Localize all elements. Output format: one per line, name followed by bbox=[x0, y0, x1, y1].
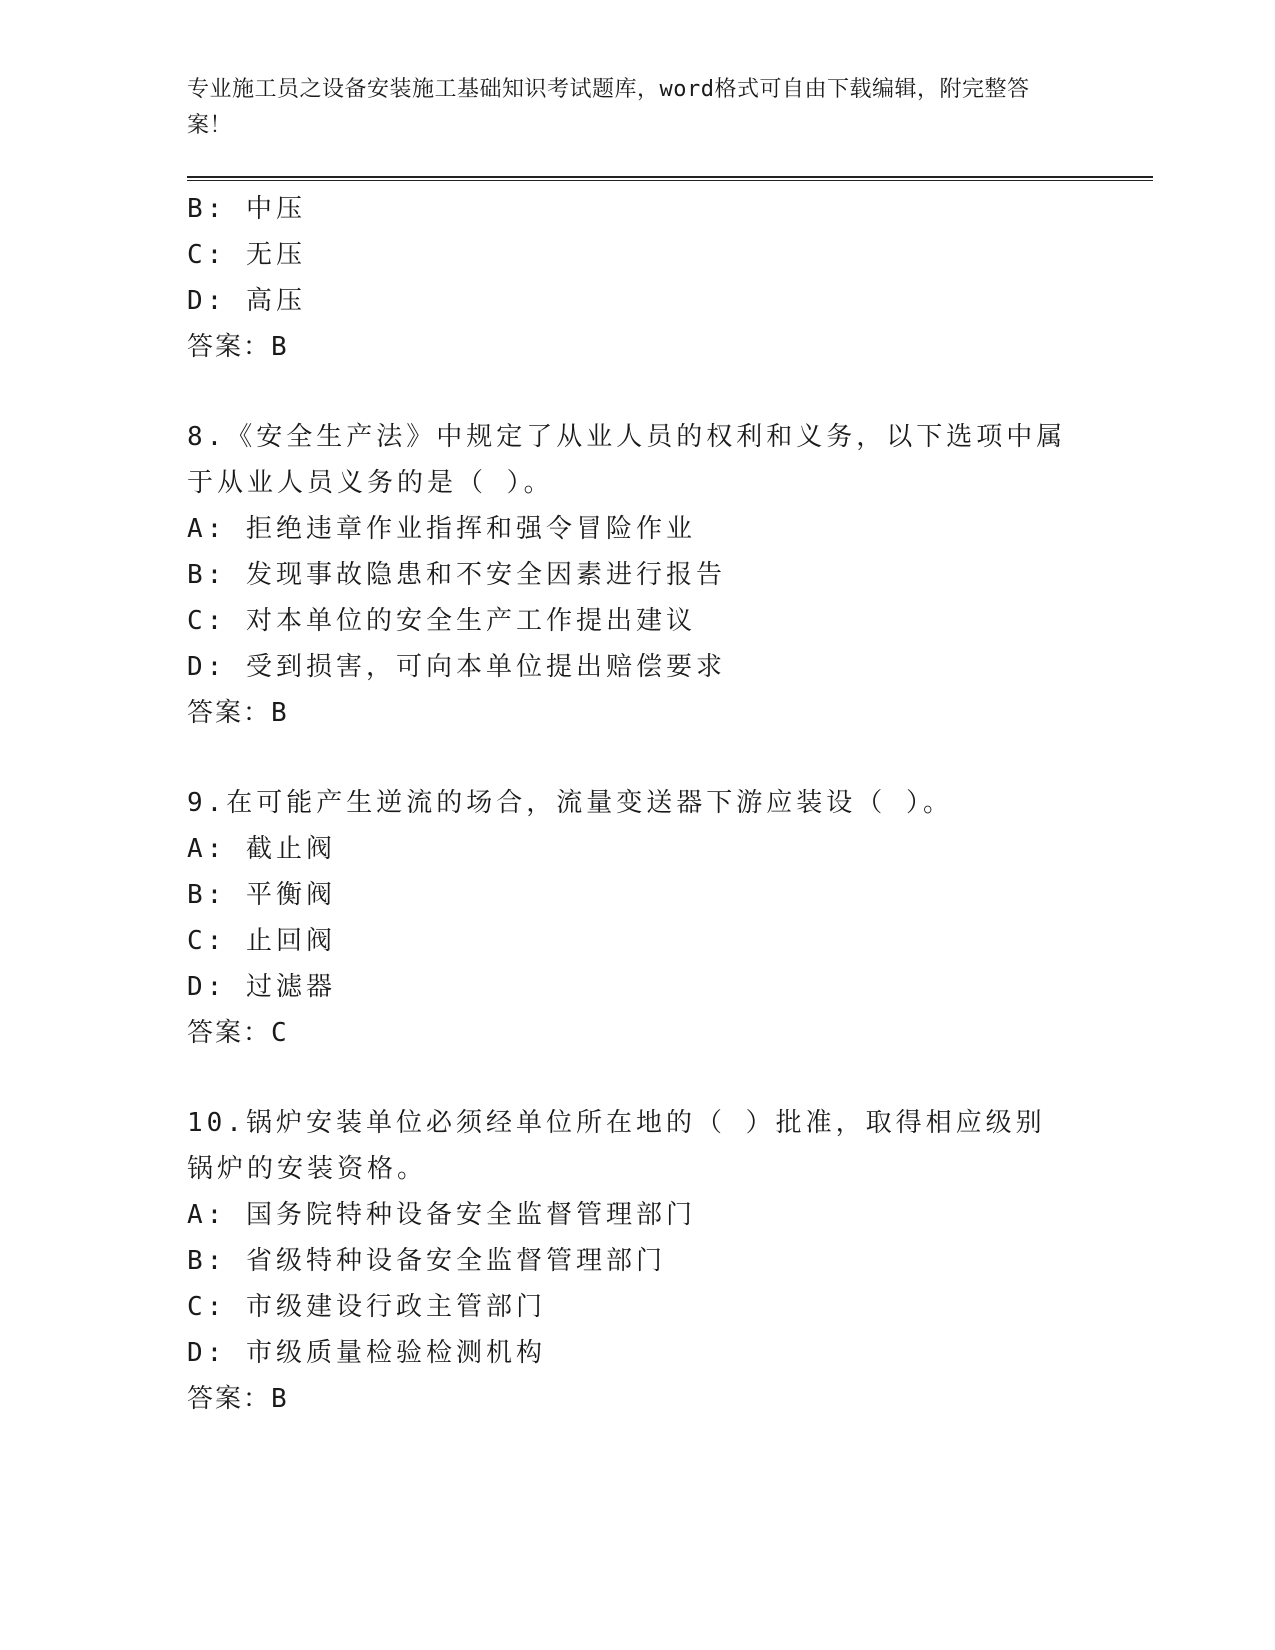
option-text: 对本单位的安全生产工作提出建议 bbox=[245, 606, 696, 636]
answer-label: 答案： bbox=[187, 1018, 272, 1048]
spacer bbox=[187, 370, 1087, 414]
option-text: 无压 bbox=[245, 240, 306, 270]
option-text: 过滤器 bbox=[245, 972, 336, 1002]
spacer bbox=[187, 1056, 1087, 1100]
option-line bbox=[187, 506, 1087, 552]
option-text: 拒绝违章作业指挥和强令冒险作业 bbox=[245, 514, 696, 544]
option-line bbox=[187, 826, 1087, 872]
option-key: B: bbox=[187, 194, 227, 224]
answer-label: 答案： bbox=[187, 1384, 272, 1414]
option-text: 市级建设行政主管部门 bbox=[245, 1292, 546, 1322]
answer-value: B bbox=[271, 1384, 289, 1414]
answer-line bbox=[187, 324, 1087, 370]
option-key: D: bbox=[187, 1338, 227, 1368]
option-line bbox=[187, 278, 1087, 324]
answer-value: C bbox=[271, 1018, 289, 1048]
answer-label: 答案： bbox=[187, 698, 272, 728]
option-key: D: bbox=[187, 286, 227, 316]
option-text: 止回阀 bbox=[245, 926, 336, 956]
option-text: 省级特种设备安全监督管理部门 bbox=[245, 1246, 666, 1276]
option-line bbox=[187, 232, 1087, 278]
option-key: B: bbox=[187, 560, 227, 590]
option-line bbox=[187, 1284, 1087, 1330]
answer-label: 答案： bbox=[187, 332, 272, 362]
answer-line bbox=[187, 690, 1087, 736]
option-key: B: bbox=[187, 1246, 227, 1276]
option-key: A: bbox=[187, 834, 227, 864]
option-line bbox=[187, 872, 1087, 918]
option-line bbox=[187, 552, 1087, 598]
answer-value: B bbox=[271, 698, 289, 728]
option-line bbox=[187, 918, 1087, 964]
header-divider bbox=[187, 176, 1153, 181]
option-line bbox=[187, 644, 1087, 690]
page-header-title: 专业施工员之设备安装施工基础知识考试题库，word格式可自由下载编辑，附完整答案！ bbox=[187, 77, 1030, 138]
document-body bbox=[187, 186, 1087, 1422]
option-text: 市级质量检验检测机构 bbox=[245, 1338, 546, 1368]
question-10 bbox=[187, 1100, 1087, 1422]
option-line bbox=[187, 1330, 1087, 1376]
question-stem: 10.锅炉安装单位必须经单位所在地的（ ）批准，取得相应级别锅炉的安装资格。 bbox=[187, 1108, 1046, 1184]
option-key: B: bbox=[187, 880, 227, 910]
option-line bbox=[187, 1238, 1087, 1284]
option-line bbox=[187, 598, 1087, 644]
option-key: C: bbox=[187, 606, 227, 636]
answer-line bbox=[187, 1010, 1087, 1056]
option-text: 截止阀 bbox=[245, 834, 336, 864]
option-key: D: bbox=[187, 972, 227, 1002]
option-key: A: bbox=[187, 514, 227, 544]
question-stem: 9.在可能产生逆流的场合，流量变送器下游应装设（ ）。 bbox=[187, 788, 953, 818]
option-line bbox=[187, 964, 1087, 1010]
option-text: 受到损害，可向本单位提出赔偿要求 bbox=[245, 652, 726, 682]
answer-value: B bbox=[271, 332, 289, 362]
option-key: D: bbox=[187, 652, 227, 682]
option-text: 发现事故隐患和不安全因素进行报告 bbox=[245, 560, 726, 590]
question-8 bbox=[187, 414, 1087, 736]
question-stem: 8.《安全生产法》中规定了从业人员的权利和义务，以下选项中属于从业人员义务的是（ ）。 bbox=[187, 422, 1067, 498]
option-line bbox=[187, 1192, 1087, 1238]
option-text: 高压 bbox=[245, 286, 306, 316]
option-text: 平衡阀 bbox=[245, 880, 336, 910]
option-key: C: bbox=[187, 926, 227, 956]
continued-question bbox=[187, 186, 1087, 370]
spacer bbox=[187, 736, 1087, 780]
option-key: C: bbox=[187, 1292, 227, 1322]
option-text: 国务院特种设备安全监督管理部门 bbox=[245, 1200, 696, 1230]
option-key: C: bbox=[187, 240, 227, 270]
option-line bbox=[187, 186, 1087, 232]
option-text: 中压 bbox=[245, 194, 306, 224]
question-9 bbox=[187, 780, 1087, 1056]
answer-line bbox=[187, 1376, 1087, 1422]
option-key: A: bbox=[187, 1200, 227, 1230]
